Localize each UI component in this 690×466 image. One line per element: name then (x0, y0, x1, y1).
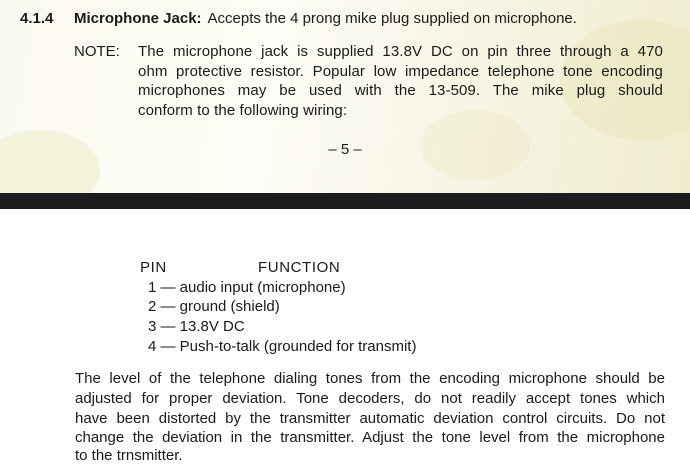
paper-stain (560, 20, 690, 140)
pin-row: 3 — 13.8V DC (148, 318, 245, 335)
page-number: – 5 – (328, 141, 362, 158)
section-text: Accepts the 4 prong mike plug supplied on microphone. (207, 10, 577, 27)
note-label: NOTE: (74, 43, 120, 60)
paragraph-line: to the trnsmitter. (75, 447, 183, 464)
paragraph-line: change the deviation in the transmitter. Adjust the tone level from the microphone (75, 429, 665, 446)
note-line: ohm protective resistor. Popular low impedance telephone tone encoding (138, 63, 663, 80)
paragraph-line: adjusted for proper deviation. Tone decoders, do not readily accept tones which (75, 390, 665, 407)
function-column-header: FUNCTION (258, 259, 341, 276)
page-divider (0, 193, 690, 209)
pin-column-header: PIN (140, 259, 167, 276)
pin-row: 2 — ground (shield) (148, 298, 280, 315)
paragraph-line: The level of the telephone dialing tones from the encoding microphone should be (75, 370, 665, 387)
note-line: microphones may be used with the 13-509. The mike plug should (138, 82, 663, 99)
note-line: The microphone jack is supplied 13.8V DC on pin three through a 470 (138, 43, 663, 60)
pin-row: 4 — Push-to-talk (grounded for transmit) (148, 338, 417, 355)
section-heading (20, 10, 577, 27)
paragraph-line: have been distorted by the transmitter automatic deviation control circuits. Do not (75, 410, 665, 427)
pin-row: 1 — audio input (microphone) (148, 279, 346, 296)
paper-stain (0, 130, 100, 193)
section-title: Microphone Jack: (74, 10, 202, 27)
note-line: conform to the following wiring: (138, 102, 348, 119)
section-number: 4.1.4 (20, 10, 54, 27)
